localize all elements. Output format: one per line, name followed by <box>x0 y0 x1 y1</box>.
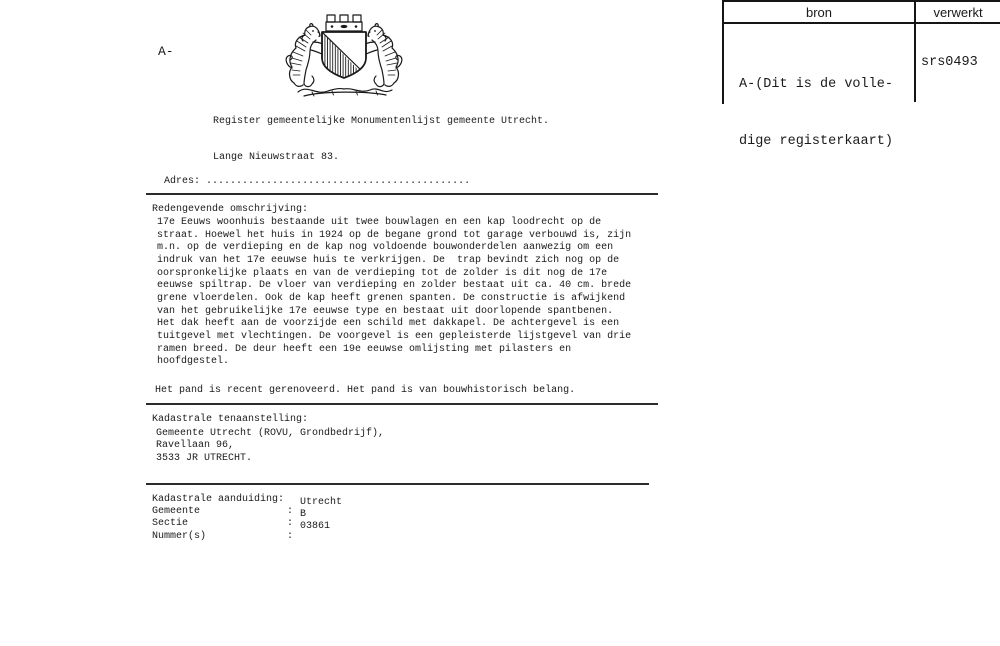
description-line: 17e Eeuws woonhuis bestaande uit twee bouwlagen en een kap loodrecht op de <box>157 217 602 228</box>
divider-rule-2 <box>146 403 658 405</box>
aanduiding-heading: Kadastrale aanduiding: <box>152 494 285 505</box>
gemeente-value: B <box>300 509 307 521</box>
gemeente-label: Gemeente <box>152 506 201 518</box>
card-series-label: A- <box>158 44 174 59</box>
tenaamstelling-heading: Kadastrale tenaanstelling: <box>152 414 309 425</box>
description-line: eeuwse spiltrap. De vloer van verdieping en zolder bestaat uit ca. 40 cm. brede <box>157 280 632 292</box>
utrecht-coat-of-arms-icon <box>282 12 406 104</box>
description-line: oorspronkelijke plaats en van de verdieping tot de zolder is dit nog de 17e <box>157 267 608 279</box>
nummers-label: Nummer(s) <box>152 530 207 542</box>
verwerkt-cell <box>916 24 1000 102</box>
tenaamstelling-line: 3533 JR UTRECHT. <box>156 452 253 464</box>
aanduiding-block <box>152 494 452 543</box>
description-text <box>157 217 631 369</box>
description-closing-line: Het pand is recent gerenoveerd. Het pand is van bouwhistorisch belang. <box>155 385 576 396</box>
bron-verwerkt-table <box>722 0 1000 149</box>
address-line <box>152 164 470 188</box>
table-header-row <box>724 2 1000 24</box>
description-line: straat. Hoewel het huis in 1924 op de begane grond tot garage verbouwd is, zijn <box>157 229 632 241</box>
register-title: Register gemeentelijke Monumentenlijst gemeente Utrecht. <box>213 116 550 127</box>
aanduiding-row <box>152 494 452 506</box>
address-dotted-line: ............................................ <box>206 176 471 187</box>
bron-value-line2: dige registerkaart) <box>739 134 893 149</box>
bron-header-label: bron <box>805 4 833 20</box>
aanduiding-row <box>152 518 452 533</box>
aanduiding-row <box>152 531 452 543</box>
description-line: indruk van het 17e eeuwse huis te verkrijgen. De trap bevindt zich nog op de <box>157 254 620 266</box>
aanduiding-row <box>152 506 452 521</box>
tenaamstelling-line: Gemeente Utrecht (ROVU, Grondbedrijf), <box>156 428 385 439</box>
verwerkt-header-label: verwerkt <box>933 4 983 20</box>
description-line: Het dak heeft aan de voorzijde een schild met dakkapel. De achtergevel is een <box>157 318 620 330</box>
gemeente-colon: : <box>287 506 294 518</box>
divider-rule-3 <box>146 483 649 485</box>
description-line: m.n. op de verdieping en de kap nog voldoende bouwonderdelen aanwezig om een <box>157 242 614 254</box>
description-line: tuitgevel met vlechtingen. De voorgevel is een gepleisterde lijstgevel van drie <box>157 330 632 342</box>
sectie-colon: : <box>287 518 294 530</box>
sectie-value: 03861 <box>300 521 331 533</box>
bron-column-header <box>724 2 916 22</box>
bron-cell <box>724 24 916 149</box>
description-line: hoofdgestel. <box>157 356 230 368</box>
verwerkt-column-header <box>916 2 1000 22</box>
tenaamstelling-line: Ravellaan 96, <box>156 440 235 452</box>
tenaamstelling-text <box>156 428 384 465</box>
table-body-row <box>724 24 1000 149</box>
aanduiding-value: Utrecht <box>300 497 343 508</box>
description-line: grene vloerdelen. Ook de kap heeft grenen spanten. De constructie is afwijkend <box>157 292 626 304</box>
description-line: ramen breed. De deur heeft een 19e eeuwse omlijsting met pilasters en <box>157 343 572 355</box>
verwerkt-value: srs0493 <box>921 55 978 70</box>
address-value: Lange Nieuwstraat 83. <box>213 152 340 163</box>
description-line: van het gebruikelijke 17e eeuwse type en bestaat uit doorlopende spantbenen. <box>157 305 614 317</box>
nummers-colon: : <box>287 530 294 542</box>
bron-value-line1: A-(Dit is de volle- <box>739 77 893 92</box>
sectie-label: Sectie <box>152 518 189 530</box>
description-heading: Redengevende omschrijving: <box>152 204 309 215</box>
address-label: Adres: <box>164 176 201 187</box>
divider-rule-1 <box>146 193 658 195</box>
